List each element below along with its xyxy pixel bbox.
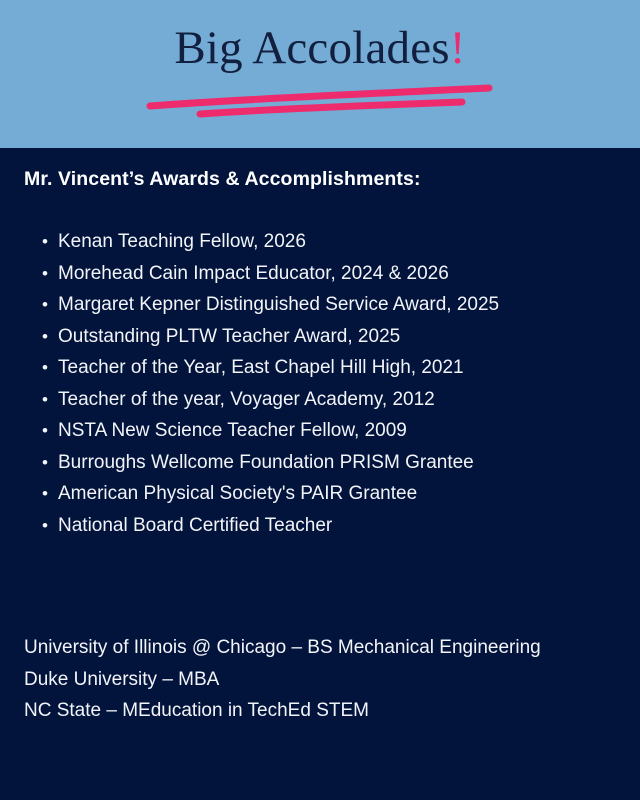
- list-item: [38, 384, 628, 416]
- list-item: [38, 258, 628, 290]
- section-heading: Mr. Vincent’s Awards & Accomplishments:: [24, 168, 421, 190]
- list-item-label: Burroughs Wellcome Foundation PRISM Grantee: [58, 451, 474, 473]
- bullet-icon: •: [42, 421, 48, 440]
- bullet-icon: •: [42, 326, 48, 346]
- education-block: [24, 632, 624, 727]
- body-area: [0, 148, 640, 800]
- title-exclamation: !: [449, 22, 466, 74]
- list-item-label: National Board Certified Teacher: [58, 514, 333, 536]
- list-item-label: Outstanding PLTW Teacher Award, 2025: [58, 325, 401, 347]
- list-item-label: Margaret Kepner Distinguished Service Award, 2025: [58, 294, 500, 315]
- underline-strokes-icon: [0, 80, 640, 120]
- bullet-icon: •: [42, 232, 48, 251]
- list-item-label: Kenan Teaching Fellow, 2026: [58, 231, 306, 252]
- list-item: [38, 289, 628, 321]
- page-title: [174, 22, 465, 74]
- education-line: Duke University – MBA: [24, 668, 220, 690]
- list-item-label: Morehead Cain Impact Educator, 2024 & 2026: [58, 262, 449, 284]
- bullet-icon: •: [42, 263, 48, 283]
- list-item: [38, 352, 628, 384]
- title-wrap: [0, 24, 640, 73]
- list-item: [38, 478, 628, 510]
- education-line: University of Illinois @ Chicago – BS Mechanical Engineering: [24, 637, 541, 658]
- awards-list: [38, 226, 628, 541]
- list-item-label: NSTA New Science Teacher Fellow, 2009: [58, 420, 407, 441]
- bullet-icon: •: [42, 484, 48, 503]
- list-item: [38, 415, 628, 447]
- header-band: [0, 0, 640, 148]
- list-item-label: Teacher of the year, Voyager Academy, 2012: [58, 388, 435, 410]
- bullet-icon: •: [42, 452, 48, 472]
- list-item-label: American Physical Society's PAIR Grantee: [58, 483, 418, 504]
- bullet-icon: •: [42, 515, 48, 535]
- bullet-icon: •: [42, 295, 48, 314]
- list-item: [38, 447, 628, 479]
- education-line: NC State – MEducation in TechEd STEM: [24, 700, 369, 721]
- list-item: [38, 226, 628, 258]
- bullet-icon: •: [42, 389, 48, 409]
- list-item: [38, 510, 628, 542]
- list-item-label: Teacher of the Year, East Chapel Hill High, 2021: [58, 357, 464, 378]
- page-title-text: Big Accolades: [174, 22, 450, 74]
- bullet-icon: •: [42, 358, 48, 377]
- list-item: [38, 321, 628, 353]
